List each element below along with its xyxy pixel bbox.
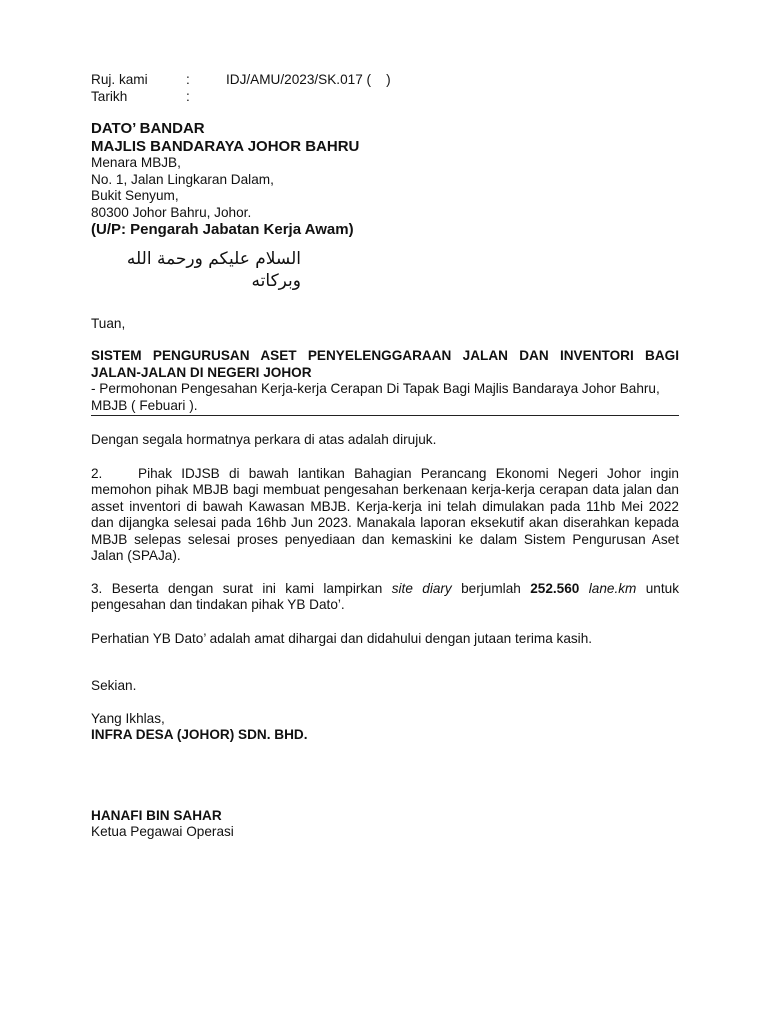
recipient-organisation: MAJLIS BANDARAYA JOHOR BAHRU <box>91 137 360 155</box>
paragraph-4: Perhatian YB Dato’ adalah amat dihargai dan didahului dengan jutaan terima kasih. <box>91 630 593 646</box>
subject-block <box>91 348 679 416</box>
subject-title: SISTEM PENGURUSAN ASET PENYELENGGARAAN JALAN DAN INVENTORI BAGI JALAN-JALAN DI NEGERI JOHOR <box>91 348 679 380</box>
address-line: 80300 Johor Bahru, Johor. <box>91 204 252 220</box>
site-diary-term: site diary <box>391 580 452 596</box>
closing-sekian: Sekian. <box>91 678 137 693</box>
recipient-block <box>91 120 679 239</box>
salutation: Tuan, <box>91 315 126 331</box>
paragraph-3-text: 3. Beserta dengan surat ini kami lampirkan <box>91 580 392 596</box>
paragraph-3-text: untuk pengesahan dan tindakan pihak YB Dato’. <box>91 580 680 612</box>
paragraph-2 <box>91 466 679 565</box>
paragraph-1: Dengan segala hormatnya perkara di atas adalah dirujuk. <box>91 432 437 447</box>
signatory-title: Ketua Pegawai Operasi <box>91 824 234 839</box>
paragraph-3-text: berjumlah <box>451 580 531 596</box>
reference-row <box>91 72 679 89</box>
ref-colon: : <box>186 72 190 87</box>
signatory-name: HANAFI BIN SAHAR <box>91 807 222 823</box>
address-line: No. 1, Jalan Lingkaran Dalam, <box>91 171 274 187</box>
address-line: Menara MBJB, <box>91 155 181 170</box>
lane-km-unit: lane.km <box>588 580 637 596</box>
letter-page <box>91 72 679 841</box>
paragraph-2-number: 2. <box>91 465 103 481</box>
date-colon: : <box>186 88 190 104</box>
closing-yang-ikhlas: Yang Ikhlas, <box>91 710 165 726</box>
ref-value: IDJ/AMU/2023/SK.017 ( ) <box>226 72 391 87</box>
paragraph-3 <box>91 581 679 614</box>
paragraph-3-text <box>579 581 588 596</box>
ref-label: Ruj. kami <box>91 72 148 87</box>
company-name: INFRA DESA (JOHOR) SDN. BHD. <box>91 727 308 742</box>
attention-line: (U/P: Pengarah Jabatan Kerja Awam) <box>91 221 354 238</box>
address-line: Bukit Senyum, <box>91 188 179 203</box>
arabic-greeting: السلام عليكم ورحمة الله وبركاته <box>126 248 301 291</box>
date-row <box>91 89 679 106</box>
recipient-title: DATO’ BANDAR <box>91 120 205 137</box>
date-label: Tarikh <box>91 88 128 104</box>
lane-km-value: 252.560 <box>530 580 580 596</box>
subject-subtitle: - Permohonan Pengesahan Kerja-kerja Cerapan Di Tapak Bagi Majlis Bandaraya Johor Bahru, MBJB ( Febuari ). <box>91 381 660 413</box>
paragraph-2-text: Pihak IDJSB di bawah lantikan Bahagian Perancang Ekonomi Negeri Johor ingin memohon pihak MBJB bagi membuat pengesahan berkenaan kerja-kerja cerapan data jalan dan asset inventori di bawah Kawasan MBJB. Kerja-kerja ini telah dimulakan pada 11hb Mei 2022 dan dijangka selesai pada 16hb Jun 2023. Manakala laporan eksekutif akan diserahkan kepada MBJB selepas selesai proses penyediaan dan kemaskini ke dalam Sistem Pengurusan Aset Jalan (SPAJa). <box>91 465 679 563</box>
